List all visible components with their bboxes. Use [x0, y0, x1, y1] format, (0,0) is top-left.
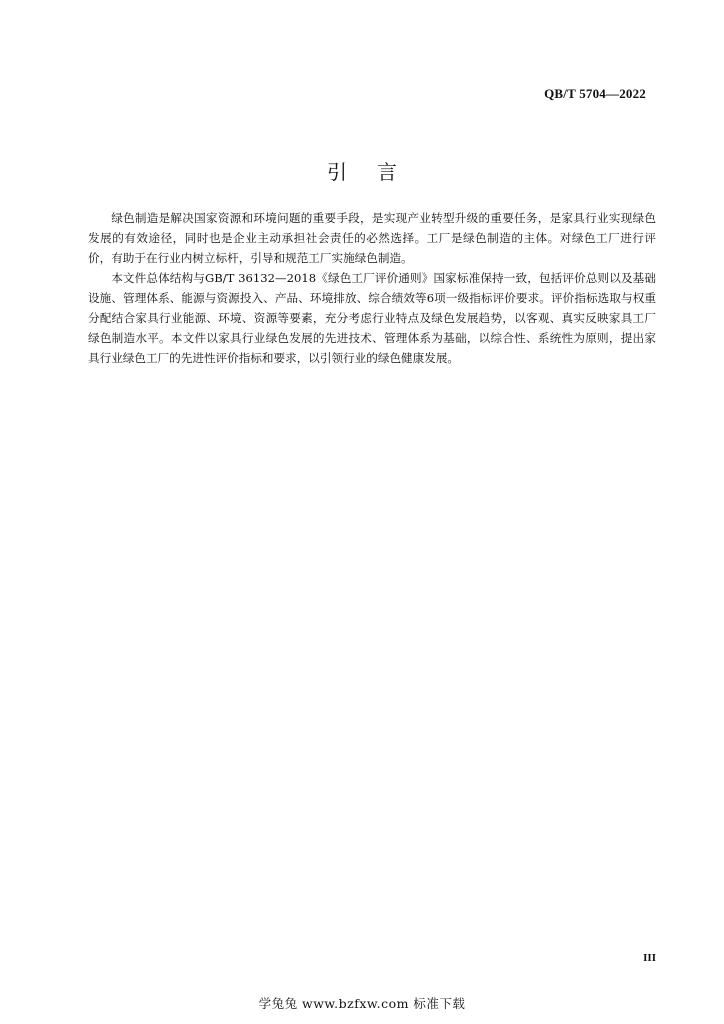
body-text — [88, 208, 656, 368]
page-title: 引言 — [327, 160, 427, 184]
standard-code: QB/T 5704—2022 — [544, 86, 646, 101]
page-number: III — [643, 952, 656, 964]
footer-watermark: 学兔兔 www.bzfxw.com 标准下载 — [258, 996, 466, 1011]
paragraph-1: 绿色制造是解决国家资源和环境问题的重要手段，是实现产业转型升级的重要任务，是家具行业实现绿色发展的有效途径，同时也是企业主动承担社会责任的必然选择。工厂是绿色制造的主体。对绿色工厂进行评价，有助于在行业内树立标杆，引导和规范工厂实施绿色制造。 — [88, 211, 656, 265]
paragraph-2: 本文件总体结构与GB/T 36132—2018《绿色工厂评价通则》国家标准保持一致，包括评价总则以及基础设施、管理体系、能源与资源投入、产品、环境排放、综合绩效等6项一级指标评价要求。评价指标选取与权重分配结合家具行业能源、环境、资源等要素，充分考虑行业特点及绿色发展趋势，以客观、真实反映家具工厂绿色制造水平。本文件以家具行业绿色发展的先进技术、管理体系为基础，以综合性、系统性为原则，提出家具行业绿色工厂的先进性评价指标和要求，以引领行业的绿色健康发展。 — [88, 271, 656, 365]
